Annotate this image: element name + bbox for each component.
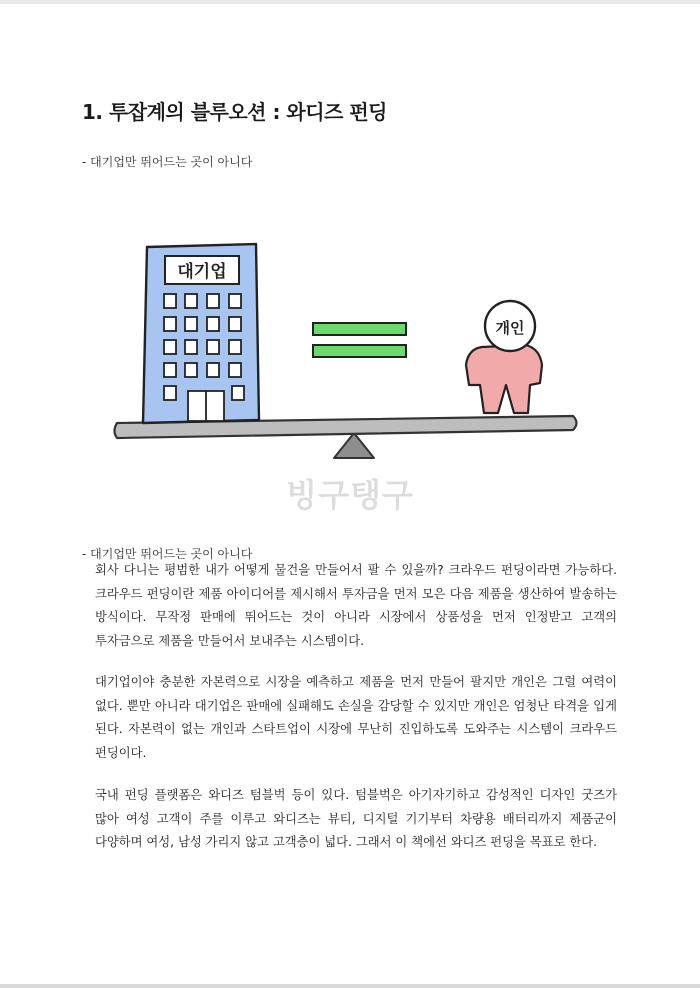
person-label: 개인: [495, 319, 525, 337]
seesaw-fulcrum: [334, 433, 374, 458]
body-paragraph-1: 회사 다니는 평범한 내가 어떻게 물건을 만들어서 팔 수 있을까? 크라우드 펀딩이라면 가능하다. 크라우드 펀딩이란 제품 아이디어를 제시해서 투자금을 먼저 모은 다음 제품을 생산하여 발송하는 방식이다. 무작정 판매에 뛰어드는 것이 아니라 시장에서 상품성을 먼저 인정받고 고객의 투자금으로 제품을 만들어서 보내주는 시스템이다.: [95, 563, 617, 648]
section-title: 1. 투잡계의 블루오션 : 와디즈 펀딩: [82, 100, 387, 124]
body-paragraph-3: 국내 펀딩 플랫폼은 와디즈 텀블벅 등이 있다. 텀블벅은 아기자기하고 감성적인 디자인 굿즈가 많아 여성 고객이 주를 이루고 와디즈는 뷰티, 디지털 기기부터 차량용 배터리까지 제품군이 다양하며 여성, 남성 가리지 않고 고객층이 넓다. 그래서 이 책에선 와디즈 펀딩을 목표로 한다.: [95, 788, 617, 849]
person-icon: [466, 301, 542, 413]
subheading-body: - 대기업만 뛰어드는 곳이 아니다: [82, 547, 253, 561]
top-border: [0, 0, 700, 4]
subheading-top: - 대기업만 뛰어드는 곳이 아니다: [82, 155, 253, 169]
building-label: 대기업: [177, 262, 227, 282]
body-paragraph-2: 대기업이야 충분한 자본력으로 시장을 예측하고 제품을 먼저 만들어 팔지만 개인은 그럴 여력이 없다. 뿐만 아니라 대기업은 판매에 실패해도 손실을 감당할 수 있지만 개인은 엄청난 타격을 입게 된다. 자본력이 없는 개인과 스타트업이 시장에 무난히 진입하도록 도와주는 시스템이 크라우드 펀딩이다.: [95, 675, 617, 760]
bottom-border: [0, 984, 700, 988]
illustration: [110, 225, 585, 470]
equals-icon: [313, 323, 406, 357]
watermark: 빙구탱구: [286, 476, 414, 514]
building-icon: [143, 244, 259, 423]
